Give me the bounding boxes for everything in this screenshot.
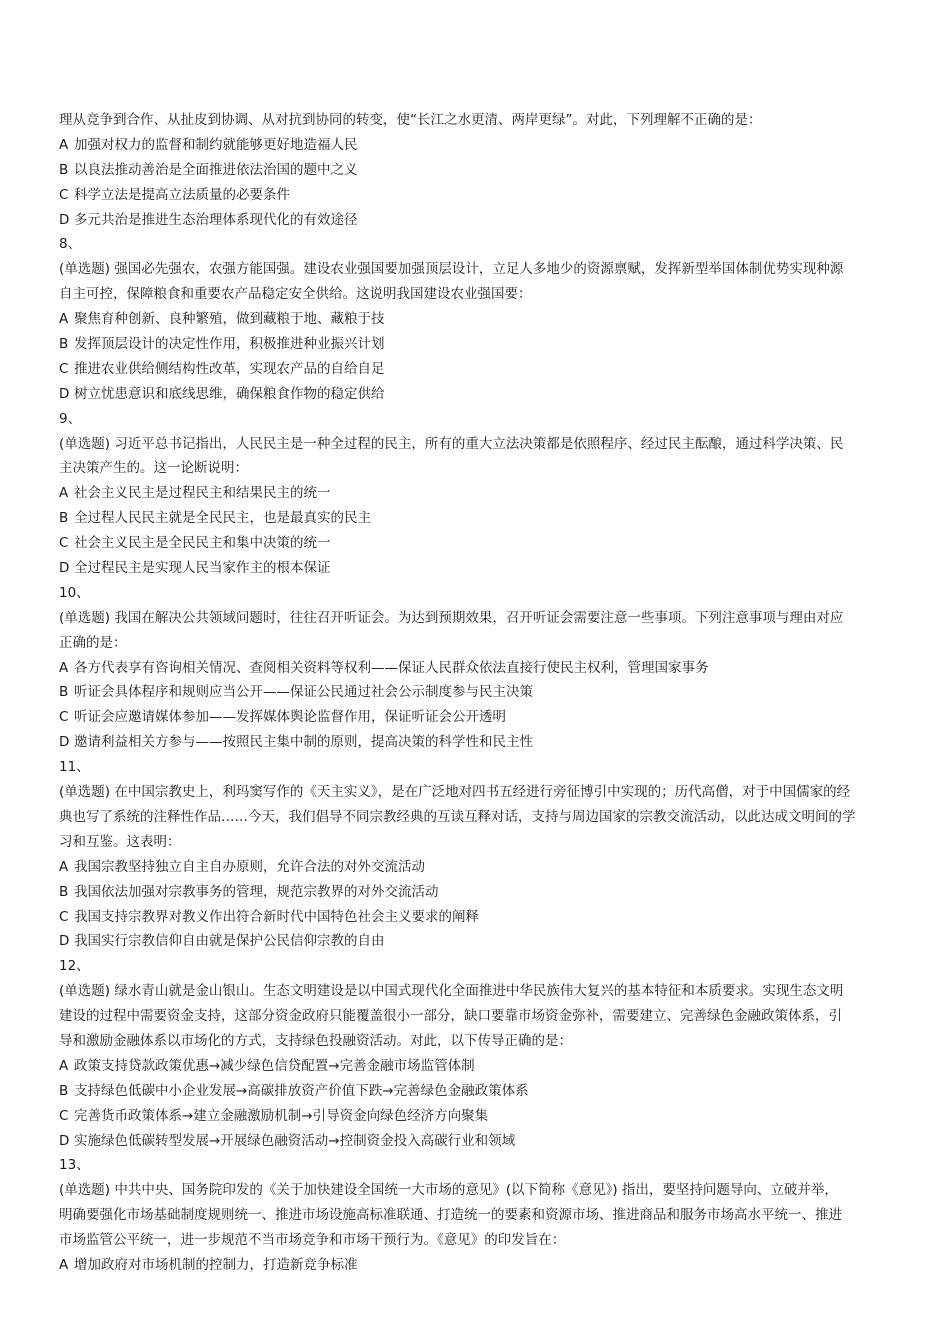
question-stem-line: (单选题) 中共中央、国务院印发的《关于加快建设全国统一大市场的意见》(以下简称《意见》) 指出，要坚持问题导向、立破并举，: [59, 1182, 838, 1199]
option-a: A 政策支持贷款政策优惠→减少绿色信贷配置→完善金融市场监管体制: [59, 1057, 475, 1074]
option-d: D 我国实行宗教信仰自由就是保护公民信仰宗教的自由: [59, 933, 385, 950]
question-stem-line: 自主可控，保障粮食和重要农产品稳定安全供给。这说明我国建设农业强国要：: [59, 286, 532, 303]
option-d: D 邀请利益相关方参与——按照民主集中制的原则，提高决策的科学性和民主性: [59, 734, 533, 751]
question-stem-line: 明确要强化市场基础制度规则统一、推进市场设施高标准联通、打造统一的要素和资源市场、推进商品和服务市场高水平统一、推进: [59, 1207, 842, 1224]
question-stem-line: 正确的是：: [59, 634, 127, 651]
option-c: C 科学立法是提高立法质量的必要条件: [59, 186, 290, 203]
question-stem-line: 理从竞争到合作、从扯皮到协调、从对抗到协同的转变，使“长江之水更清、两岸更绿”。对此，下列理解不正确的是：: [59, 112, 762, 128]
question-stem-line: (单选题) 强国必先强农，农强方能国强。建设农业强国要加强顶层设计，立足人多地少的资源禀赋，发挥新型举国体制优势实现种源: [59, 261, 844, 278]
option-b: B 以良法推动善治是全面推进依法治国的题中之义: [59, 161, 358, 178]
option-a: A 加强对权力的监督和制约就能够更好地造福人民: [59, 136, 358, 153]
option-a: A 我国宗教坚持独立自主自办原则，允许合法的对外交流活动: [59, 858, 425, 875]
option-b: B 全过程人民民主就是全民民主，也是最真实的民主: [59, 510, 371, 527]
question-stem-line: (单选题) 绿水青山就是金山银山。生态文明建设是以中国式现代化全面推进中华民族伟大复兴的基本特征和本质要求。实现生态文明: [59, 983, 844, 1000]
question-number: 10、: [59, 584, 90, 601]
option-c: C 社会主义民主是全民民主和集中决策的统一: [59, 535, 331, 552]
continuation-block: [59, 108, 893, 232]
option-a: A 各方代表享有咨询相关情况、查阅相关资料等权利——保证人民群众依法直接行使民主权利，管理国家事务: [59, 659, 709, 676]
option-b: B 发挥顶层设计的决定性作用，积极推进种业振兴计划: [59, 336, 385, 353]
option-d: D 树立忧患意识和底线思维，确保粮食作物的稳定供给: [59, 385, 385, 402]
question-12: [59, 954, 893, 1153]
option-d: D 实施绿色低碳转型发展→开展绿色融资活动→控制资金投入高碳行业和领域: [59, 1132, 516, 1149]
question-10: [59, 581, 893, 755]
question-11: [59, 755, 893, 954]
question-number: 11、: [59, 759, 90, 776]
question-13: [59, 1153, 893, 1277]
option-d: D 多元共治是推进生态治理体系现代化的有效途径: [59, 211, 358, 228]
option-c: C 推进农业供给侧结构性改革，实现农产品的自给自足: [59, 360, 385, 377]
question-9: [59, 407, 893, 581]
question-stem-line: (单选题) 在中国宗教史上，利玛窦写作的《天主实义》，是在广泛地对四书五经进行旁征博引中实现的；历代高僧，对于中国儒家的经: [59, 784, 851, 801]
option-b: B 听证会具体程序和规则应当公开——保证公民通过社会公示制度参与民主决策: [59, 684, 533, 701]
option-b: B 支持绿色低碳中小企业发展→高碳排放资产价值下跌→完善绿色金融政策体系: [59, 1082, 529, 1099]
question-stem-line: 导和激励金融体系以市场化的方式，支持绿色投融资活动。对此，以下传导正确的是：: [59, 1032, 572, 1049]
question-stem-line: 主决策产生的。这一论断说明：: [59, 460, 248, 477]
question-stem-line: 市场监管公平统一，进一步规范不当市场竞争和市场干预行为。《意见》的印发旨在：: [59, 1232, 566, 1249]
option-c: C 完善货币政策体系→建立金融激励机制→引导资金向绿色经济方向聚集: [59, 1107, 489, 1124]
option-b: B 我国依法加强对宗教事务的管理，规范宗教界的对外交流活动: [59, 883, 439, 900]
option-a: A 增加政府对市场机制的控制力，打造新竞争标准: [59, 1256, 358, 1273]
question-stem-line: (单选题) 我国在解决公共领域问题时，往往召开听证会。为达到预期效果，召开听证会需要注意一些事项。下列注意事项与理由对应: [59, 609, 844, 626]
question-stem-line: (单选题) 习近平总书记指出，人民民主是一种全过程的民主，所有的重大立法决策都是依照程序、经过民主酝酿，通过科学决策、民: [59, 435, 844, 452]
question-stem-line: 建设的过程中需要资金支持，这部分资金政府只能覆盖很小一部分，缺口要靠市场资金弥补，需要建立、完善绿色金融政策体系，引: [59, 1008, 842, 1025]
question-number: 13、: [59, 1157, 90, 1174]
question-number: 8、: [59, 236, 82, 253]
question-stem-line: 典也写了系统的注释性作品……今天，我们倡导不同宗教经典的互读互释对话，支持与周边国家的宗教交流活动，以此达成文明间的学: [59, 808, 856, 825]
option-a: A 聚焦育种创新、良种繁殖，做到藏粮于地、藏粮于技: [59, 311, 385, 328]
option-c: C 我国支持宗教界对教义作出符合新时代中国特色社会主义要求的阐释: [59, 908, 479, 925]
question-number: 9、: [59, 410, 82, 427]
question-8: [59, 232, 893, 406]
question-number: 12、: [59, 958, 90, 975]
option-d: D 全过程民主是实现人民当家作主的根本保证: [59, 560, 331, 577]
option-a: A 社会主义民主是过程民主和结果民主的统一: [59, 485, 331, 502]
question-stem-line: 习和互鉴。这表明：: [59, 833, 181, 850]
option-c: C 听证会应邀请媒体参加——发挥媒体舆论监督作用，保证听证会公开透明: [59, 709, 506, 726]
document-page: [59, 108, 893, 1278]
